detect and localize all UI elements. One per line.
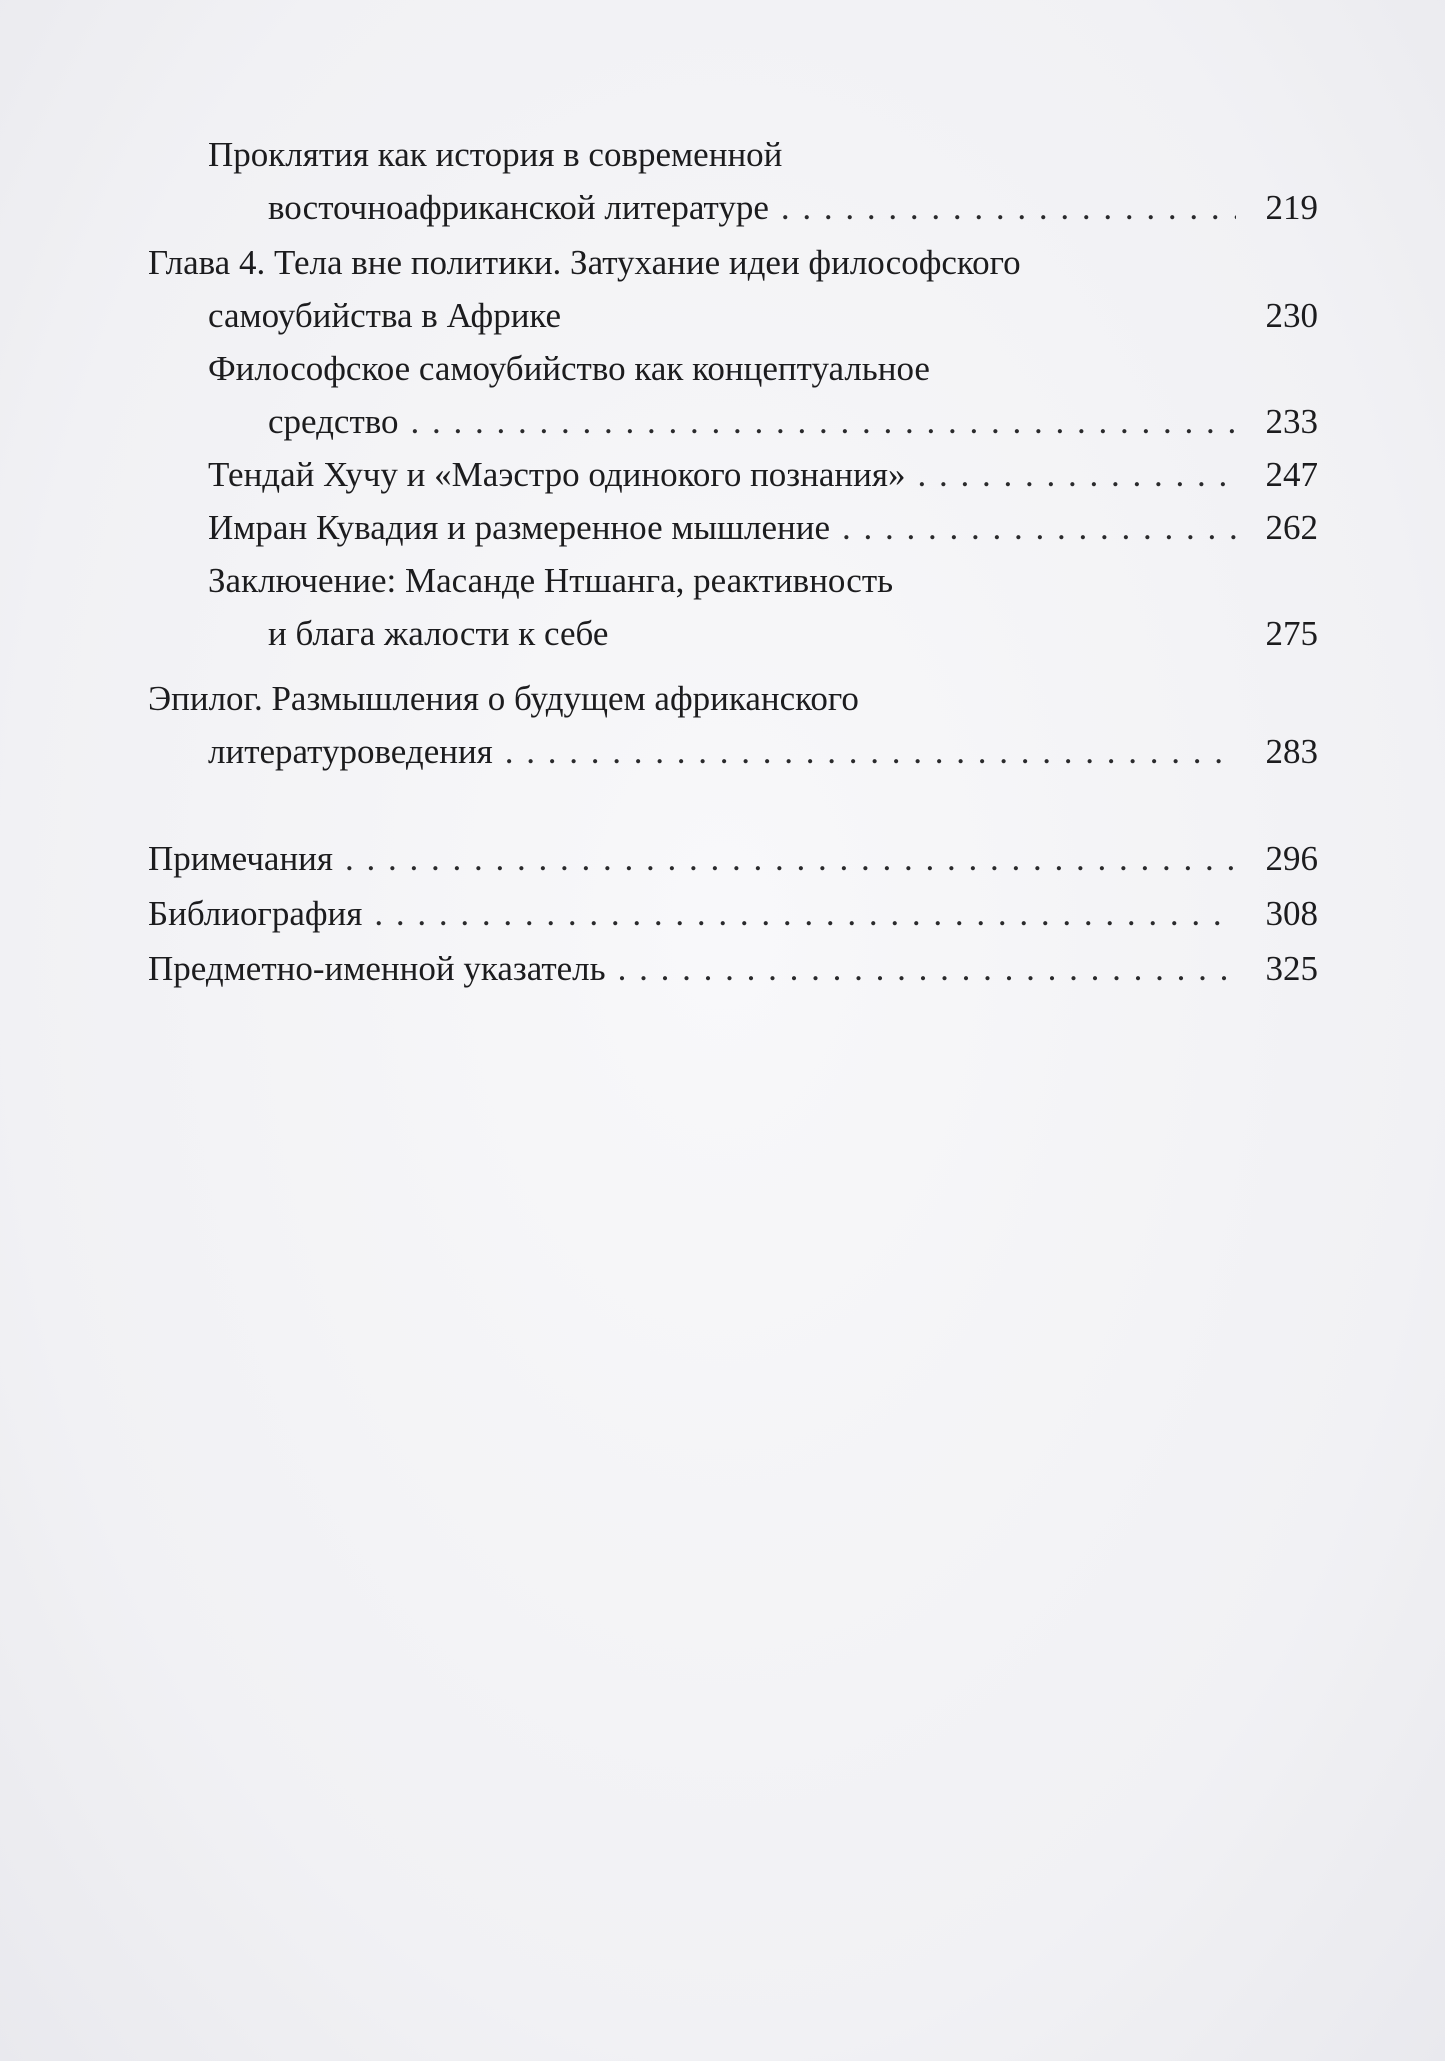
toc-page-number: 275 (1265, 614, 1318, 653)
toc-entry (148, 342, 1318, 448)
toc-entry (148, 501, 1318, 554)
toc-page-number: 219 (1265, 188, 1318, 227)
toc-line (148, 289, 1318, 342)
toc-entry-title: Тендай Хучу и «Маэстро одинокого познания» (208, 455, 906, 494)
toc-entry-title: Философское самоубийство как концептуальное (208, 349, 930, 388)
toc-entry-title: Библиография (148, 894, 363, 933)
toc-line (208, 501, 1318, 554)
toc-line (148, 236, 1318, 289)
toc-page-number: 296 (1265, 839, 1318, 878)
toc-entry-title-cont: средство (268, 402, 399, 441)
toc-line (148, 942, 1318, 995)
toc-page-number: 262 (1265, 508, 1318, 547)
toc-entry-title-cont: и блага жалости к себе (268, 614, 609, 653)
toc-entry-title: Эпилог. Размышления о будущем африканского (148, 679, 859, 718)
toc-entry-title: Заключение: Масанде Нтшанга, реактивность (208, 561, 894, 600)
dot-leader (781, 181, 1236, 234)
toc-entry (148, 448, 1318, 501)
toc-line (208, 607, 1318, 660)
toc-entry (148, 942, 1318, 995)
toc-line (148, 887, 1318, 940)
toc-line (208, 181, 1318, 234)
dot-leader (917, 448, 1236, 501)
toc-entry (148, 832, 1318, 885)
dot-leader (374, 887, 1236, 940)
toc-line (208, 128, 1318, 181)
toc-line (148, 832, 1318, 885)
toc-entry-title: Глава 4. Тела вне политики. Затухание идеи философского (148, 243, 1021, 282)
toc-entry-title-cont: литературоведения (208, 732, 493, 771)
toc-line (208, 395, 1318, 448)
toc-entry-title: Имран Кувадия и размеренное мышление (208, 508, 830, 547)
dot-leader (842, 501, 1236, 554)
toc-line (208, 554, 1318, 607)
toc-page-number: 308 (1265, 894, 1318, 933)
dot-leader (411, 395, 1236, 448)
toc-line (148, 725, 1318, 778)
toc-entry (148, 672, 1318, 778)
toc-entry-title-cont: восточноафриканской литературе (268, 188, 769, 227)
toc-page-number: 230 (1265, 296, 1318, 335)
toc-entry (148, 236, 1318, 342)
toc-page-number: 233 (1265, 402, 1318, 441)
toc-page-number: 247 (1265, 455, 1318, 494)
toc-entry-title: Предметно-именной указатель (148, 949, 606, 988)
table-of-contents (148, 128, 1318, 995)
toc-page-number: 325 (1265, 949, 1318, 988)
toc-entry (148, 128, 1318, 234)
toc-entry (148, 554, 1318, 660)
section-spacer (148, 778, 1318, 832)
toc-line (148, 672, 1318, 725)
dot-leader (505, 725, 1236, 778)
toc-line (208, 448, 1318, 501)
toc-entry-title: Проклятия как история в современной (208, 135, 783, 174)
dot-leader (618, 942, 1236, 995)
toc-entry (148, 887, 1318, 940)
toc-line (208, 342, 1318, 395)
toc-page-number: 283 (1265, 732, 1318, 771)
toc-entry-title-cont: самоубийства в Африке (208, 296, 562, 335)
toc-entry-title: Примечания (148, 839, 334, 878)
dot-leader (345, 832, 1236, 885)
